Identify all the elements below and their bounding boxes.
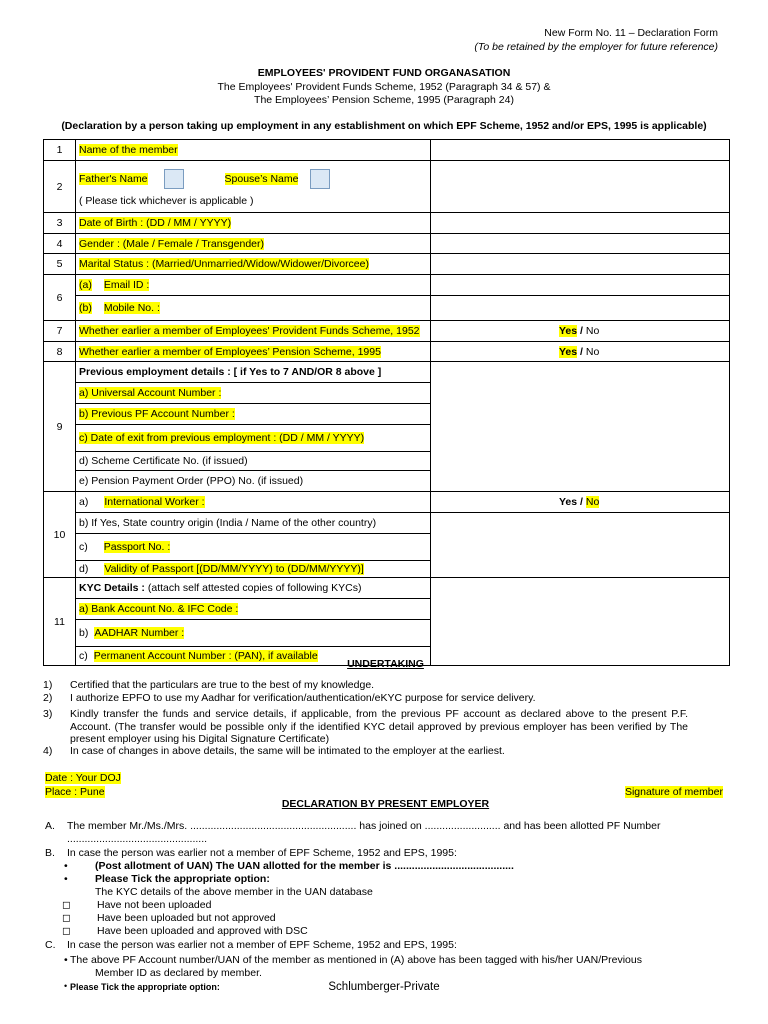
- section-c-label: C.: [45, 939, 56, 951]
- name-label: Name of the member: [79, 144, 178, 156]
- row-number: 11: [44, 578, 76, 666]
- email-field[interactable]: [431, 275, 730, 296]
- row-10a: [44, 492, 730, 513]
- scheme-line-2: The Employees’ Pension Scheme, 1995 (Paragraph 24): [254, 94, 514, 106]
- classification-footer: Schlumberger-Private: [328, 981, 440, 993]
- item-text: I authorize EPFO to use my Aadhar for verification/authentication/eKYC purpose for service delivery.: [70, 692, 536, 704]
- row-5: [44, 254, 730, 275]
- marital-status-label: Marital Status : (Married/Unmarried/Widow/Widower/Divorcee): [79, 258, 369, 270]
- row-4: [44, 234, 730, 254]
- tick-option-text: Please Tick the appropriate option:: [95, 873, 270, 885]
- section-b-label: B.: [45, 847, 55, 859]
- row-8: [44, 342, 730, 362]
- sub-label: d): [79, 563, 89, 575]
- member-details-table: [43, 139, 730, 666]
- tagged-text: The above PF Account number/UAN of the member as mentioned in (A) above has been tagged with his/her UAN/Previous: [70, 954, 642, 966]
- intl-worker-yes-no[interactable]: [431, 492, 730, 513]
- intl-worker-field[interactable]: [431, 513, 730, 578]
- row-number: 6: [44, 275, 76, 321]
- kyc-field[interactable]: [431, 578, 730, 666]
- list-item: [43, 708, 733, 745]
- bullet-icon: •: [64, 981, 68, 991]
- aadhar-label: AADHAR Number :: [94, 627, 185, 639]
- item-number: 2): [43, 692, 53, 704]
- mobile-label: Mobile No. :: [103, 302, 160, 314]
- epf-member-label: Whether earlier a member of Employees' Provident Funds Scheme, 1952: [79, 325, 420, 337]
- employer-declaration-title: DECLARATION BY PRESENT EMPLOYER: [281, 798, 490, 810]
- item-number: 1): [43, 679, 53, 691]
- mobile-field[interactable]: [431, 296, 730, 321]
- name-field[interactable]: [431, 140, 730, 161]
- sub-label: (a): [79, 279, 92, 291]
- checkbox-icon[interactable]: ◻: [62, 912, 71, 924]
- row-number: 9: [44, 362, 76, 492]
- sub-label: a): [79, 496, 89, 508]
- father-name-label: Father's Name: [79, 172, 148, 185]
- yes-option[interactable]: Yes: [559, 345, 578, 358]
- gender-label: Gender : (Male / Female / Transgender): [79, 237, 264, 250]
- row-6a: [44, 275, 730, 296]
- row-number: 8: [44, 342, 76, 362]
- passport-label: Passport No. :: [103, 541, 171, 553]
- option-not-approved: Have been uploaded but not approved: [97, 912, 276, 924]
- eps-member-label: Whether earlier a member of Employees’ Pension Scheme, 1995: [79, 345, 381, 358]
- row-3: [44, 213, 730, 234]
- sub-label: c): [79, 650, 88, 662]
- row-number: 3: [44, 213, 76, 234]
- row-number: 5: [44, 254, 76, 275]
- item-number: 4): [43, 745, 53, 757]
- bullet-icon: •: [64, 873, 68, 885]
- checkbox-icon[interactable]: ◻: [62, 899, 71, 911]
- no-option[interactable]: No: [585, 496, 600, 508]
- tick-note: ( Please tick whichever is applicable ): [79, 194, 254, 207]
- marital-status-field[interactable]: [431, 254, 730, 275]
- row-number: 1: [44, 140, 76, 161]
- pan-label: Permanent Account Number : (PAN), if available: [93, 650, 318, 662]
- separator: /: [577, 496, 586, 508]
- row-7: [44, 321, 730, 342]
- scheme-line-1: The Employees' Provident Funds Scheme, 1952 (Paragraph 34 & 57) &: [217, 81, 551, 93]
- section-c-text: In case the person was earlier not a member of EPF Scheme, 1952 and EPS, 1995:: [67, 939, 457, 951]
- prev-pf-label: b) Previous PF Account Number :: [79, 408, 235, 420]
- separator: /: [577, 345, 586, 358]
- item-number: 3): [43, 708, 53, 720]
- signature-label: Signature of member: [624, 786, 723, 798]
- country-origin-label: b) If Yes, State country origin (India / Name of the other country): [76, 513, 431, 534]
- prev-employment-title: Previous employment details : [ if Yes to 7 AND/OR 8 above ]: [76, 362, 431, 383]
- form-number: New Form No. 11 – Declaration Form: [544, 27, 718, 39]
- father-spouse-name-field[interactable]: [431, 161, 730, 213]
- kyc-database-text: The KYC details of the above member in the UAN database: [95, 886, 373, 898]
- bank-account-label: a) Bank Account No. & IFC Code :: [79, 603, 239, 615]
- eps-yes-no[interactable]: [431, 342, 730, 362]
- scheme-certificate-label: d) Scheme Certificate No. (if issued): [76, 452, 431, 471]
- no-option[interactable]: No: [585, 345, 600, 358]
- intl-worker-label: International Worker :: [104, 496, 205, 508]
- uan-allotted-text: (Post allotment of UAN) The UAN allotted for the member is .........................................: [95, 860, 514, 872]
- section-b-text: In case the person was earlier not a member of EPF Scheme, 1952 and EPS, 1995:: [67, 847, 457, 859]
- item-text: Kindly transfer the funds and service details, if applicable, from the previous PF account as declared above to the present P.F. Account. (The transfer would be possible only if the identified KYC detail approved by previous employer has been verified by The present employer using his Digital Signature Certificate): [70, 708, 688, 745]
- epf-yes-no[interactable]: [431, 321, 730, 342]
- kyc-title: KYC Details :: [79, 582, 145, 594]
- row-number: 4: [44, 234, 76, 254]
- exit-date-label: c) Date of exit from previous employment : (DD / MM / YYYY): [79, 432, 365, 444]
- dob-field[interactable]: [431, 213, 730, 234]
- sub-label: (b): [79, 302, 92, 314]
- row-number: 7: [44, 321, 76, 342]
- item-text: In case of changes in above details, the same will be intimated to the employer at the earliest.: [70, 745, 505, 757]
- row-6b: [44, 296, 730, 321]
- row-number: 10: [44, 492, 76, 578]
- item-text: Certified that the particulars are true to the best of my knowledge.: [70, 679, 375, 691]
- sub-label: c): [79, 541, 88, 553]
- list-item: [43, 745, 733, 758]
- undertaking-list: [43, 679, 733, 758]
- undertaking-title: UNDERTAKING: [347, 658, 424, 670]
- pf-number-dots: ................................................: [67, 833, 208, 845]
- sub-label: b): [79, 627, 89, 639]
- dob-label: Date of Birth : (DD / MM / YYYY): [79, 217, 232, 229]
- row-10b: [44, 513, 730, 534]
- row-11-title: [44, 578, 730, 599]
- email-label: Email ID :: [103, 279, 150, 291]
- row-number: 2: [44, 161, 76, 213]
- father-checkbox[interactable]: [164, 169, 184, 189]
- passport-validity-label: Validity of Passport [(DD/MM/YYYY) to (DD/MM/YYYY)]: [104, 563, 364, 575]
- yes-option[interactable]: Yes: [559, 496, 578, 508]
- prev-employment-field[interactable]: [431, 362, 730, 492]
- spouse-checkbox[interactable]: [310, 169, 330, 189]
- row-1: [44, 140, 730, 161]
- checkbox-icon[interactable]: ◻: [62, 925, 71, 937]
- no-option[interactable]: No: [585, 325, 600, 337]
- separator: /: [577, 325, 586, 337]
- list-item: [43, 679, 733, 692]
- uan-label: a) Universal Account Number :: [79, 387, 222, 399]
- row-2: [44, 161, 730, 213]
- bullet-icon: •: [64, 860, 68, 872]
- retain-note: (To be retained by the employer for future reference): [474, 41, 718, 53]
- option-approved-dsc: Have been uploaded and approved with DSC: [97, 925, 308, 937]
- ppo-label: e) Pension Payment Order (PPO) No. (if issued): [76, 471, 431, 492]
- bullet-icon: •: [64, 954, 68, 966]
- date-label: Date : Your DOJ: [45, 772, 121, 784]
- list-item: [43, 692, 733, 708]
- yes-option[interactable]: Yes: [559, 325, 578, 337]
- declaration-intro: (Declaration by a person taking up employment in any establishment on which EPF Scheme, 1952 and/or EPS, 1995 is applicable): [61, 120, 707, 132]
- row-9-title: [44, 362, 730, 383]
- tagged-text-cont: Member ID as declared by member.: [95, 967, 262, 979]
- spouse-name-label: Spouse’s Name: [224, 172, 299, 185]
- section-a-label: A.: [45, 820, 55, 832]
- section-a-text: The member Mr./Ms./Mrs. ......................................................... has joined on .......................... and has been allotted PF Number: [67, 820, 661, 832]
- place-label: Place : Pune: [45, 786, 105, 798]
- option-not-uploaded: Have not been uploaded: [97, 899, 212, 911]
- tick-option-text-c: Please Tick the appropriate option:: [70, 982, 220, 992]
- kyc-note: (attach self attested copies of following KYCs): [144, 582, 362, 594]
- gender-field[interactable]: [431, 234, 730, 254]
- org-title: EMPLOYEES' PROVIDENT FUND ORGANASATION: [257, 67, 511, 79]
